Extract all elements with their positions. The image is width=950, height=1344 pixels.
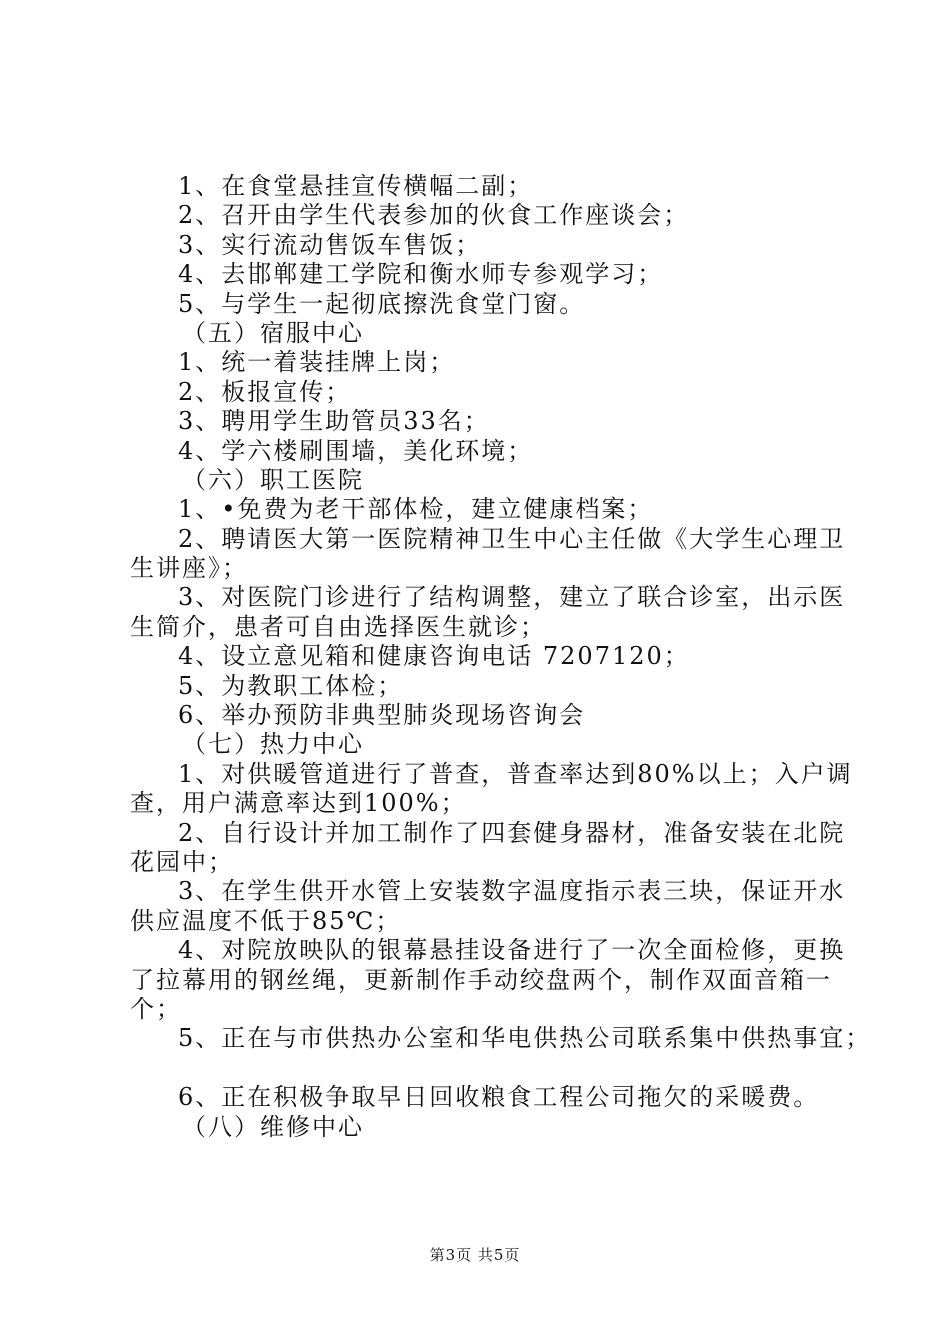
text-line: 3、聘用学生助管员33名；: [178, 407, 490, 436]
text-line-continued: 生讲座》；: [130, 554, 248, 583]
text-line: 6、正在积极争取早日回收粮食工程公司拖欠的采暖费。: [178, 1083, 820, 1112]
section-heading: （七）热力中心: [182, 730, 364, 759]
text-line: 3、在学生供开水管上安装数字温度指示表三块，保证开水: [178, 877, 846, 906]
document-body: [130, 172, 872, 1142]
section-heading: （八）维修中心: [182, 1112, 364, 1141]
text-line: 4、设立意见箱和健康咨询电话 7207120；: [178, 642, 690, 671]
text-line: 4、去邯郸建工学院和衡水师专参观学习；: [178, 260, 664, 289]
section-heading: （六）职工医院: [182, 465, 364, 494]
text-line: 3、实行流动售饭车售饭；: [178, 230, 482, 259]
text-line: 1、统一着装挂牌上岗；: [178, 348, 456, 377]
text-line: 2、板报宣传；: [178, 377, 352, 406]
text-line: 5、与学生一起彻底擦洗食堂门窗。: [178, 289, 586, 318]
text-line: 2、召开由学生代表参加的伙食工作座谈会；: [178, 201, 690, 230]
text-line: 4、对院放映队的银幕悬挂设备进行了一次全面检修，更换: [178, 936, 846, 965]
page-footer: 第3页 共5页: [429, 1246, 521, 1264]
text-line: 6、举办预防非典型肺炎现场咨询会: [178, 701, 586, 730]
text-line: 2、自行设计并加工制作了四套健身器材，准备安装在北院: [178, 818, 846, 847]
text-line-continued: 查，用户满意率达到100%；: [130, 789, 467, 818]
text-line: 3、对医院门诊进行了结构调整，建立了联合诊室，出示医: [178, 583, 846, 612]
text-line: 2、聘请医大第一医院精神卫生中心主任做《大学生心理卫: [178, 524, 846, 553]
text-line-continued: 个；: [130, 994, 182, 1023]
blank-line: [130, 1054, 840, 1083]
text-line: 4、学六楼刷围墙，美化环境；: [178, 436, 534, 465]
text-line: 5、正在与市供热办公室和华电供热公司联系集中供热事宜；: [178, 1024, 872, 1053]
text-line: 1、对供暖管道进行了普查，普查率达到80%以上；入户调: [178, 759, 853, 788]
text-line-continued: 生简介，患者可自由选择医生就诊；: [130, 612, 546, 641]
text-line: 1、•免费为老干部体检，建立健康档案；: [178, 495, 654, 524]
text-line: 5、为教职工体检；: [178, 671, 404, 700]
text-line: 1、在食堂悬挂宣传横幅二副；: [178, 172, 534, 200]
section-heading: （五）宿服中心: [182, 318, 364, 347]
text-line-continued: 供应温度不低于85℃；: [130, 906, 402, 935]
text-line-continued: 花园中；: [130, 847, 234, 876]
text-line-continued: 了拉幕用的钢丝绳，更新制作手动绞盘两个，制作双面音箱一: [130, 965, 832, 994]
